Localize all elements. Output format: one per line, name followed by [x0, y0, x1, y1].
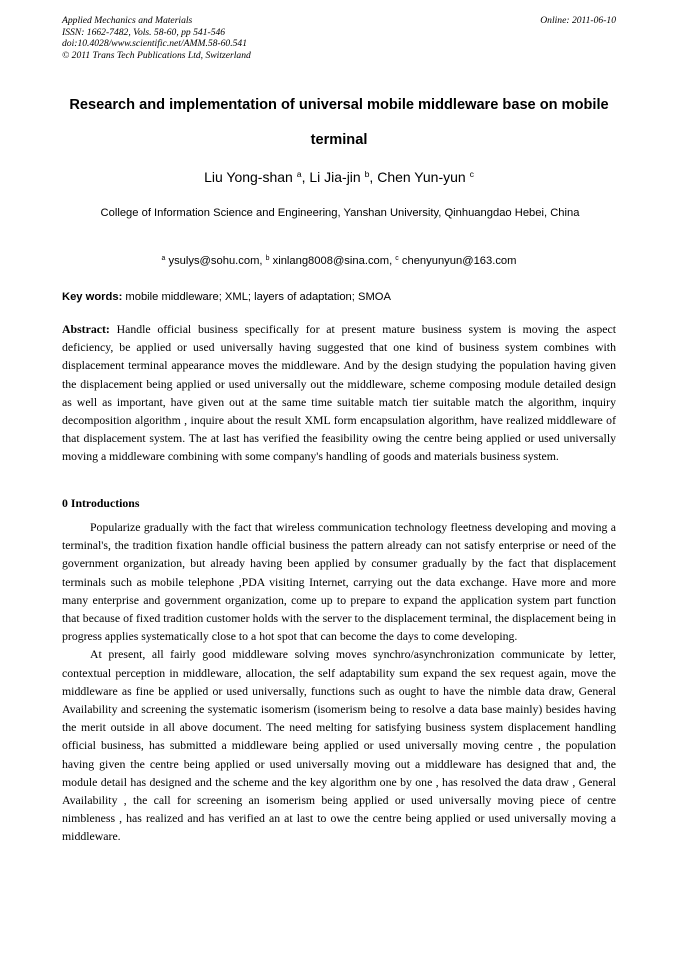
keywords-text: mobile middleware; XML; layers of adaptation; SMOA [125, 291, 391, 303]
affiliation: College of Information Science and Engineering, Yanshan University, Qinhuangdao Hebei, China [100, 207, 580, 219]
doi-line: doi:10.4028/www.scientific.net/AMM.58-60.541 [62, 38, 248, 50]
email-sup: a [161, 255, 166, 263]
abstract-text: Handle official business specifically for at present mature business system is moving the aspect deficiency, be applied or used universally having suggested that one kind of business system combines with displacement terminal appearance moves the middleware. And by the design studying the population having given the displacement being applied or used universally out the middleware, scheme composing module detailed design as well as important, have given out at the same time suitable match tier suitable match the algorithm, inquiry decomposition algorithm , inquire about the result XML form encapsulation algorithm, have realized middleware of that displacement system. The at last has verified the feasibility owing the centre being applied or used universally moving a middleware combining with some company's handling of goods and materials business system. [62, 322, 616, 464]
email-sup: c [395, 255, 399, 263]
email-address: xinlang8008@sina.com, [272, 255, 393, 267]
journal-header [62, 15, 616, 61]
abstract [62, 320, 616, 466]
keywords [62, 290, 616, 304]
author-name: Li Jia-jin [309, 169, 361, 185]
author-name: Chen Yun-yun [377, 169, 466, 185]
body-paragraph: At present, all fairly good middleware solving moves synchro/asynchronization communicate by letter, contextual perception in middleware, allocation, the self adaptability sum expand the sex request again, move the middleware as fine be applied or used universally, functions such as ought to have the nimble data draw, General Availability and screening the systematic isomerism (isomerism being to resolve a data base mainly) besides having the merit outside in all above document. The need melting for satisfying business system displacement handling official business, has submitted a middleware being applied or used universally moving centre , the population having given the centre being applied or used universally moving out a middleware has designed that and, the module detail has designed and the scheme and the key algorithm one by one , has resolved the data draw , General Availability , the call for screening an isomerism being applied or used universally moving piece of centre nimbleness , has realized and has verified an at last to owe the centre being applied or used universally moving a middleware. [62, 647, 616, 844]
email-sup: b [265, 255, 270, 263]
email-list [62, 254, 616, 268]
issn-line: ISSN: 1662-7482, Vols. 58-60, pp 541-546 [62, 26, 226, 38]
author-sup: b [364, 169, 370, 180]
journal-name: Applied Mechanics and Materials [62, 15, 193, 26]
section-heading: 0 Introductions [62, 496, 140, 510]
abstract-label: Abstract: [62, 322, 110, 336]
author-sup: a [296, 169, 302, 180]
copyright-line: © 2011 Trans Tech Publications Ltd, Switzerland [62, 49, 251, 61]
section-body [62, 518, 616, 846]
online-date: Online: 2011-06-10 [540, 15, 616, 26]
paper-title: Research and implementation of universal mobile middleware base on mobile terminal [69, 97, 609, 148]
author-list: Liu Yong-shan $^a$, Li Jia-jin $^b$, Chen Yun-yun $^c$ [204, 169, 474, 185]
body-paragraph: Popularize gradually with the fact that wireless communication technology fleetness developing and moving a terminal's, the tradition fixation handle official business the pattern already can not satisfy enterprise or need of the government organization, but already having been applied by consumer gradually by the fact that displacement terminals such as mobile telephone ,PDA visiting Internet, carrying out the data exchange. Have more and more many enterprise and government organization, come up to prepare to expand the application system part function that because of fixed tradition customer holds with the server to the displacement terminal, the displacement being in progress applies systematically close to a hot spot that can become the days to come developing. [62, 520, 616, 644]
author-sup: c [469, 169, 474, 180]
keywords-label: Key words: [62, 291, 123, 303]
author-name: Liu Yong-shan [204, 169, 293, 185]
email-address: chenyunyun@163.com [401, 255, 517, 267]
email-address: ysulys@sohu.com, [168, 255, 263, 267]
